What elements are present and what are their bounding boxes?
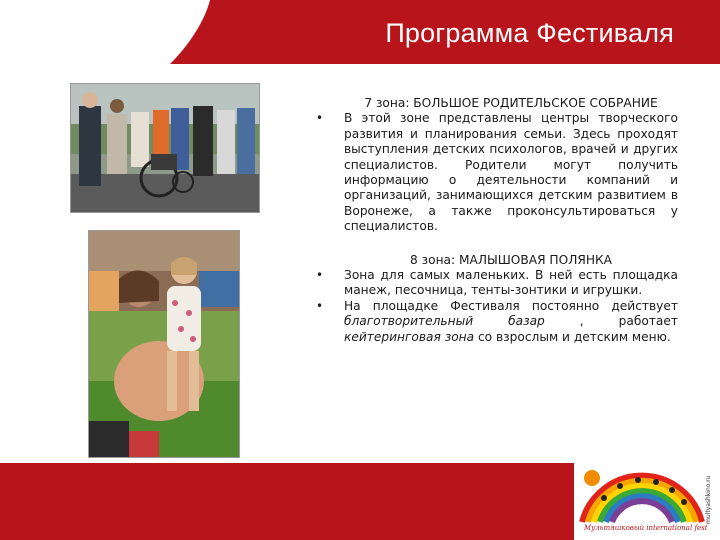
zone-8-text-1: Зона для самых маленьких. В ней есть площадка манеж, песочница, тенты-зонтики и игрушки. bbox=[344, 268, 678, 298]
zone-8-heading: 8 зона: МАЛЫШОВАЯ ПОЛЯНКА bbox=[410, 252, 612, 267]
bullet-icon: • bbox=[316, 298, 324, 313]
charity-bazaar-text: благотворительный базар bbox=[344, 314, 545, 329]
bullet-icon: • bbox=[316, 111, 324, 126]
catering-zone-text: кейтеринговая зона bbox=[344, 329, 475, 344]
zone-8-text-2-start: На площадке Фестиваля постоянно действует bbox=[344, 298, 678, 313]
zone-7-heading: 7 зона: БОЛЬШОЕ РОДИТЕЛЬСКОЕ СОБРАНИЕ bbox=[364, 96, 658, 110]
page-title: Программа Фестиваля bbox=[385, 18, 674, 48]
zone-7-item bbox=[316, 111, 678, 234]
family-photo bbox=[88, 230, 240, 458]
crowd-photo bbox=[70, 83, 260, 213]
zone-8-block bbox=[316, 253, 678, 345]
zone-8-item-1 bbox=[316, 268, 678, 299]
zone-7-block bbox=[316, 96, 678, 235]
bullet-icon: • bbox=[316, 268, 324, 283]
zone-7-text: В этой зоне представлены центры творческого развития и планирования семьи. Здесь проходят выступления детских психологов, врачей и других специалистов. Родители могут получить информацию о деятельности компаний и организаций, занимающихся детским развитием в Воронеже, а также проконсультироваться у специалистов. bbox=[344, 111, 678, 234]
header-band bbox=[0, 0, 720, 64]
header-swoosh bbox=[0, 0, 340, 64]
zone-8-item-2 bbox=[316, 299, 678, 345]
logo-caption: Мультяшковый international fest bbox=[584, 524, 708, 532]
festival-logo bbox=[574, 458, 720, 540]
logo-url: multyashkino.ru bbox=[705, 475, 712, 524]
zone-8-text-2-mid: , работает bbox=[544, 314, 678, 329]
content-column bbox=[316, 96, 678, 345]
zone-8-text-2-end: со взрослым и детским меню. bbox=[474, 329, 671, 344]
